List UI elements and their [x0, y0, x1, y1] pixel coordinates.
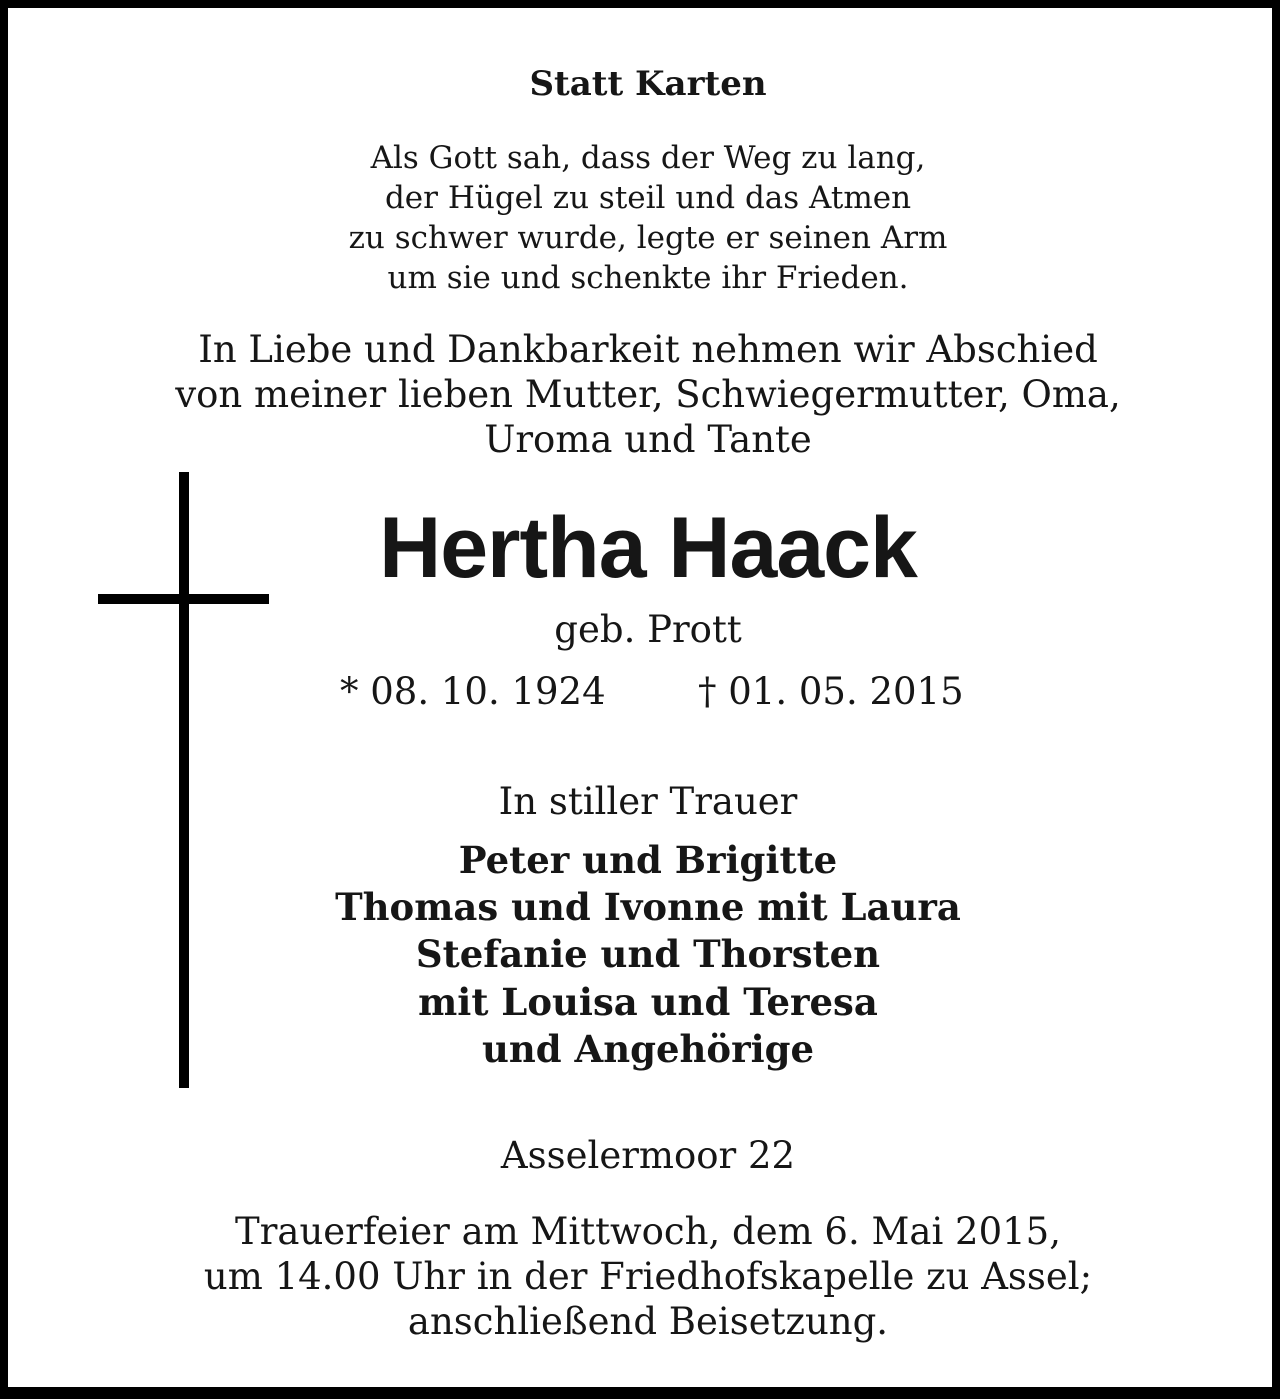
- headline: Statt Karten: [529, 64, 767, 104]
- mourner-line: Stefanie und Thorsten: [415, 932, 881, 976]
- intro-line: Uroma und Tante: [484, 418, 812, 461]
- poem-line: Als Gott sah, dass der Weg zu lang,: [370, 140, 926, 176]
- poem-line: um sie und schenkte ihr Frieden.: [387, 260, 909, 296]
- intro-line: In Liebe und Dankbarkeit nehmen wir Abschied: [198, 328, 1098, 371]
- mourner-line: Peter und Brigitte: [458, 838, 838, 882]
- birth-date: * 08. 10. 1924: [340, 670, 606, 713]
- maiden-name: geb. Prott: [554, 608, 742, 651]
- service-line: Trauerfeier am Mittwoch, dem 6. Mai 2015,: [235, 1210, 1061, 1253]
- deceased-name: Hertha Haack: [379, 500, 917, 596]
- service-line: um 14.00 Uhr in der Friedhofskapelle zu Assel;: [203, 1255, 1093, 1298]
- service-line: anschließend Beisetzung.: [407, 1300, 889, 1343]
- mourning-heading: In stiller Trauer: [498, 780, 798, 823]
- poem-line: zu schwer wurde, legte er seinen Arm: [348, 220, 948, 256]
- intro-line: von meiner lieben Mutter, Schwiegermutter, Oma,: [175, 373, 1121, 416]
- mourner-line: und Angehörige: [481, 1027, 815, 1071]
- poem-line: der Hügel zu steil und das Atmen: [384, 180, 912, 216]
- death-date: † 01. 05. 2015: [698, 670, 964, 713]
- address: Asselermoor 22: [500, 1134, 796, 1177]
- mourner-line: Thomas und Ivonne mit Laura: [335, 885, 961, 929]
- mourner-line: mit Louisa und Teresa: [418, 980, 878, 1024]
